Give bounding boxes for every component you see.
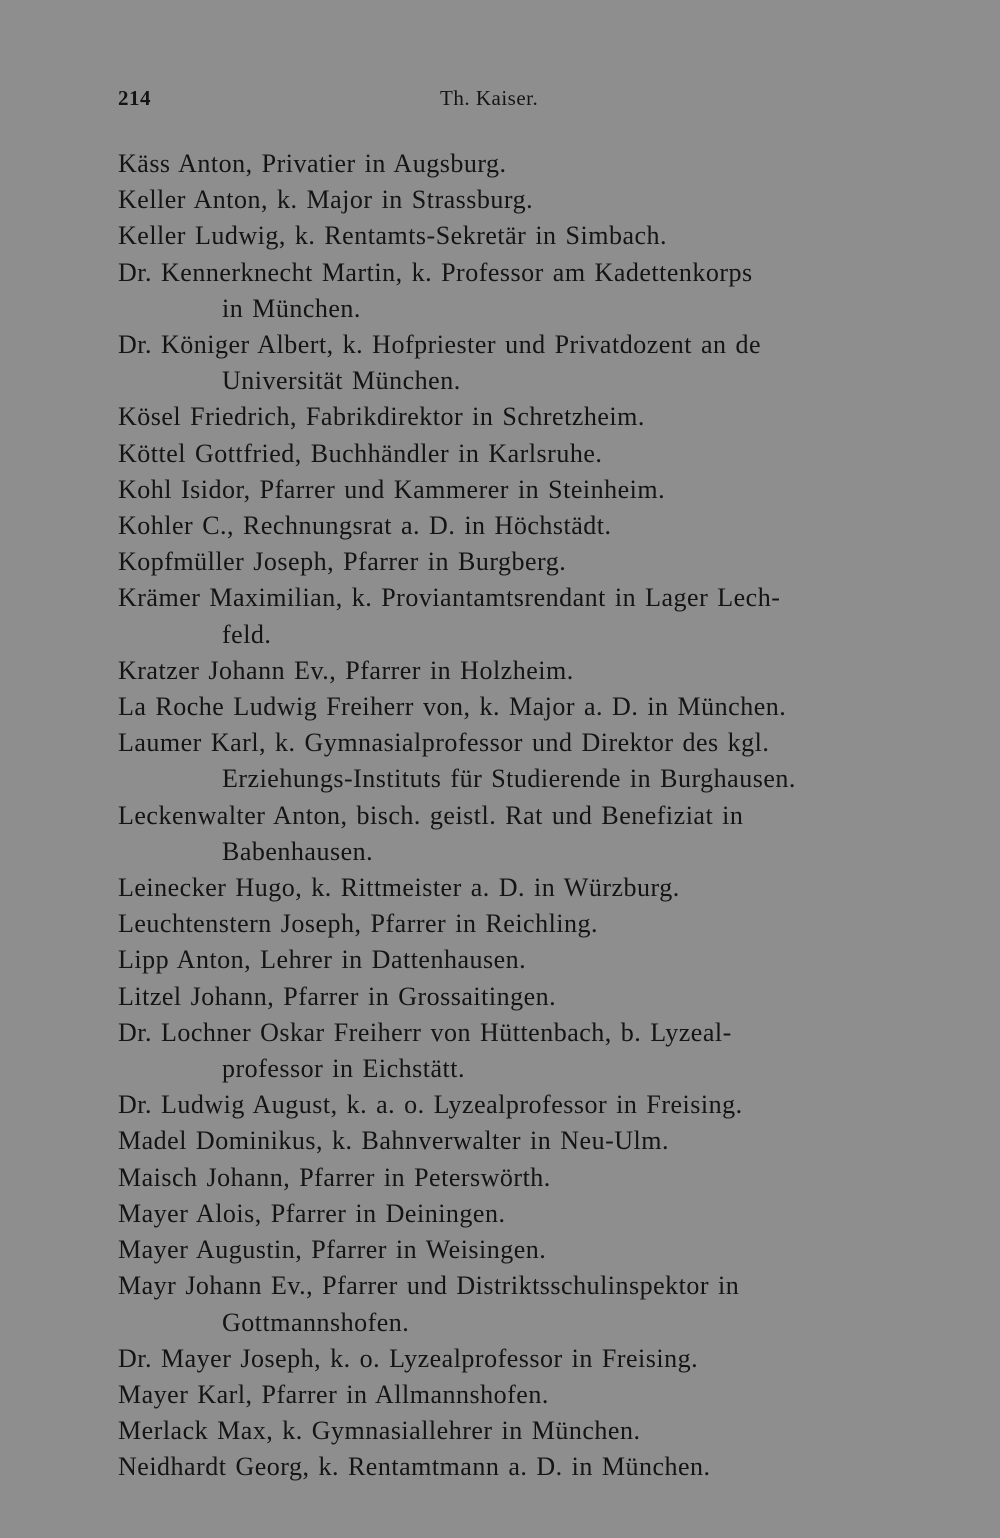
list-item: Dr. Kennerknecht Martin, k. Professor am Kadettenkorps in München.: [118, 257, 753, 323]
page-header: [118, 86, 888, 116]
list-item: La Roche Ludwig Freiherr von, k. Major a. D. in München.: [118, 692, 787, 722]
list-item: Dr. Mayer Joseph, k. o. Lyzealprofessor in Freising.: [118, 1343, 699, 1373]
list-item: Keller Ludwig, k. Rentamts-Sekretär in Simbach.: [118, 221, 668, 251]
list-item: Neidhardt Georg, k. Rentamtmann a. D. in München.: [118, 1452, 711, 1482]
list-item: Mayer Alois, Pfarrer in Deiningen.: [118, 1198, 506, 1228]
list-item: Litzel Johann, Pfarrer in Grossaitingen.: [118, 981, 557, 1011]
list-item: Kratzer Johann Ev., Pfarrer in Holzheim.: [118, 655, 574, 685]
list-item: Köttel Gottfried, Buchhändler in Karlsruhe.: [118, 438, 603, 468]
list-item: Lipp Anton, Lehrer in Dattenhausen.: [118, 945, 527, 975]
list-item: Kohler C., Rechnungsrat a. D. in Höchstädt.: [118, 511, 612, 541]
list-item: Krämer Maximilian, k. Proviantamtsrendant in Lager Lech- feld.: [118, 583, 781, 649]
list-item: Leuchtenstern Joseph, Pfarrer in Reichling.: [118, 909, 599, 939]
list-item: Leckenwalter Anton, bisch. geistl. Rat und Benefiziat in Babenhausen.: [118, 800, 744, 866]
list-item: Madel Dominikus, k. Bahnverwalter in Neu-Ulm.: [118, 1126, 669, 1156]
list-item: Kohl Isidor, Pfarrer und Kammerer in Steinheim.: [118, 474, 666, 504]
member-list: [118, 146, 898, 1486]
running-title: Th. Kaiser.: [440, 86, 539, 110]
list-item: Laumer Karl, k. Gymnasialprofessor und Direktor des kgl. Erziehungs-Instituts für Studierende in Burghausen.: [118, 728, 796, 794]
list-item: Mayr Johann Ev., Pfarrer und Distriktsschulinspektor in Gottmannshofen.: [118, 1271, 740, 1337]
list-item: Mayer Augustin, Pfarrer in Weisingen.: [118, 1235, 547, 1265]
list-item: Leinecker Hugo, k. Rittmeister a. D. in Würzburg.: [118, 873, 680, 903]
list-item: Kopfmüller Joseph, Pfarrer in Burgberg.: [118, 547, 567, 577]
list-item: Merlack Max, k. Gymnasiallehrer in München.: [118, 1416, 641, 1446]
list-item: Käss Anton, Privatier in Augsburg.: [118, 149, 507, 178]
list-item: Kösel Friedrich, Fabrikdirektor in Schretzheim.: [118, 402, 645, 432]
list-item: Dr. Lochner Oskar Freiherr von Hüttenbach, b. Lyzeal- professor in Eichstätt.: [118, 1017, 732, 1084]
list-item: Dr. Ludwig August, k. a. o. Lyzealprofessor in Freising.: [118, 1090, 743, 1120]
list-item: Maisch Johann, Pfarrer in Peterswörth.: [118, 1162, 551, 1192]
list-item: Keller Anton, k. Major in Strassburg.: [118, 185, 534, 215]
list-item: Mayer Karl, Pfarrer in Allmannshofen.: [118, 1379, 549, 1409]
page-number: 214: [118, 86, 151, 110]
list-item: Dr. Königer Albert, k. Hofpriester und Privatdozent an de Universität München.: [118, 330, 762, 396]
